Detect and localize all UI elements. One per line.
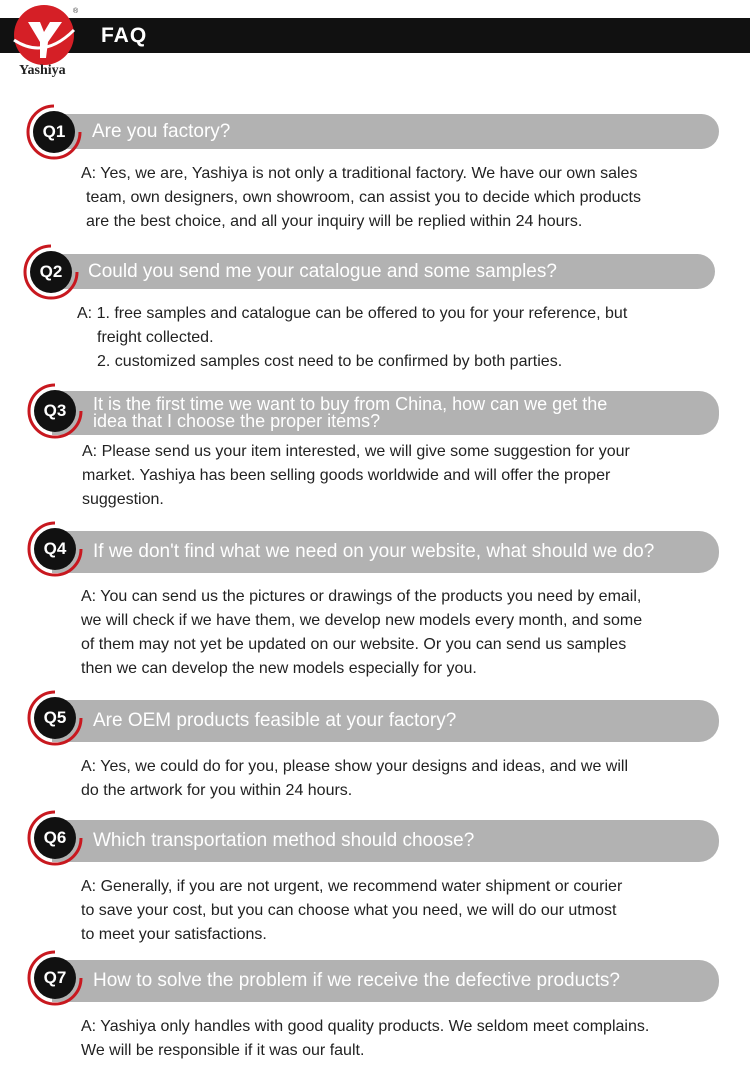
answer-line: A: Please send us your item interested, we will give some suggestion for your [82, 443, 630, 460]
q4-badge [25, 519, 85, 579]
q2-badge [21, 242, 81, 302]
answer-text [81, 162, 641, 234]
q7-badge [25, 948, 85, 1008]
page-title: FAQ [101, 24, 148, 47]
question-text: If we don't find what we need on your website, what should we do? [93, 541, 655, 562]
q6-badge [25, 808, 85, 868]
question-text: Are you factory? [92, 121, 231, 142]
answer-line: we will check if we have them, we develop new models every month, and some [81, 612, 643, 629]
answer-line: are the best choice, and all your inquiry will be replied within 24 hours. [86, 213, 583, 230]
registered-mark: ® [73, 8, 79, 15]
answer-text [81, 585, 642, 681]
answer-line: to meet your satisfactions. [81, 926, 267, 943]
badge-label: Q1 [42, 122, 66, 141]
question-line: It is the first time we want to buy from China, how can we get the [93, 394, 608, 414]
badge-label: Q7 [43, 968, 67, 987]
answer-line: A: You can send us the pictures or drawings of the products you need by email, [81, 588, 642, 605]
answer-line: A: Yes, we could do for you, please show your designs and ideas, and we will [81, 758, 628, 775]
question-text: Are OEM products feasible at your factory? [93, 710, 457, 731]
badge-label: Q6 [43, 828, 67, 847]
answer-line: market. Yashiya has been selling goods worldwide and will offer the proper [82, 467, 611, 484]
answer-text [81, 1015, 649, 1063]
answer-line: then we can develop the new models especially for you. [81, 660, 477, 677]
answer-line: A: Yes, we are, Yashiya is not only a traditional factory. We have our own sales [81, 165, 638, 182]
question-text: Could you send me your catalogue and some samples? [88, 261, 557, 282]
badge-label: Q3 [43, 401, 67, 420]
answer-text [81, 875, 622, 947]
q5-badge [25, 688, 85, 748]
answer-text [81, 755, 628, 803]
answer-line: We will be responsible if it was our fault. [81, 1042, 365, 1059]
answer-line: freight collected. [97, 329, 214, 346]
answer-line: to save your cost, but you can choose what you need, we will do our utmost [81, 902, 617, 919]
brand-name: Yashiya [19, 63, 66, 78]
question-text: How to solve the problem if we receive the defective products? [93, 970, 620, 991]
answer-line: A: Generally, if you are not urgent, we recommend water shipment or courier [81, 878, 623, 895]
answer-line: of them may not yet be updated on our website. Or you can send us samples [81, 636, 627, 653]
answer-text [82, 440, 630, 512]
answer-line: A: 1. free samples and catalogue can be offered to you for your reference, but [77, 305, 628, 322]
question-line: idea that I choose the proper items? [93, 411, 381, 431]
answer-line: do the artwork for you within 24 hours. [81, 782, 353, 799]
question-text: Which transportation method should choose? [93, 830, 475, 851]
badge-label: Q2 [39, 262, 63, 281]
answer-line: 2. customized samples cost need to be confirmed by both parties. [97, 353, 563, 370]
answer-line: team, own designers, own showroom, can assist you to decide which products [86, 189, 641, 206]
q3-badge [25, 381, 85, 441]
answer-line: suggestion. [82, 491, 164, 508]
question-text [93, 396, 607, 430]
badge-label: Q4 [43, 539, 67, 558]
answer-line: A: Yashiya only handles with good quality products. We seldom meet complains. [81, 1018, 650, 1035]
answer-text [77, 302, 627, 374]
q1-badge [24, 102, 84, 162]
badge-label: Q5 [43, 708, 67, 727]
